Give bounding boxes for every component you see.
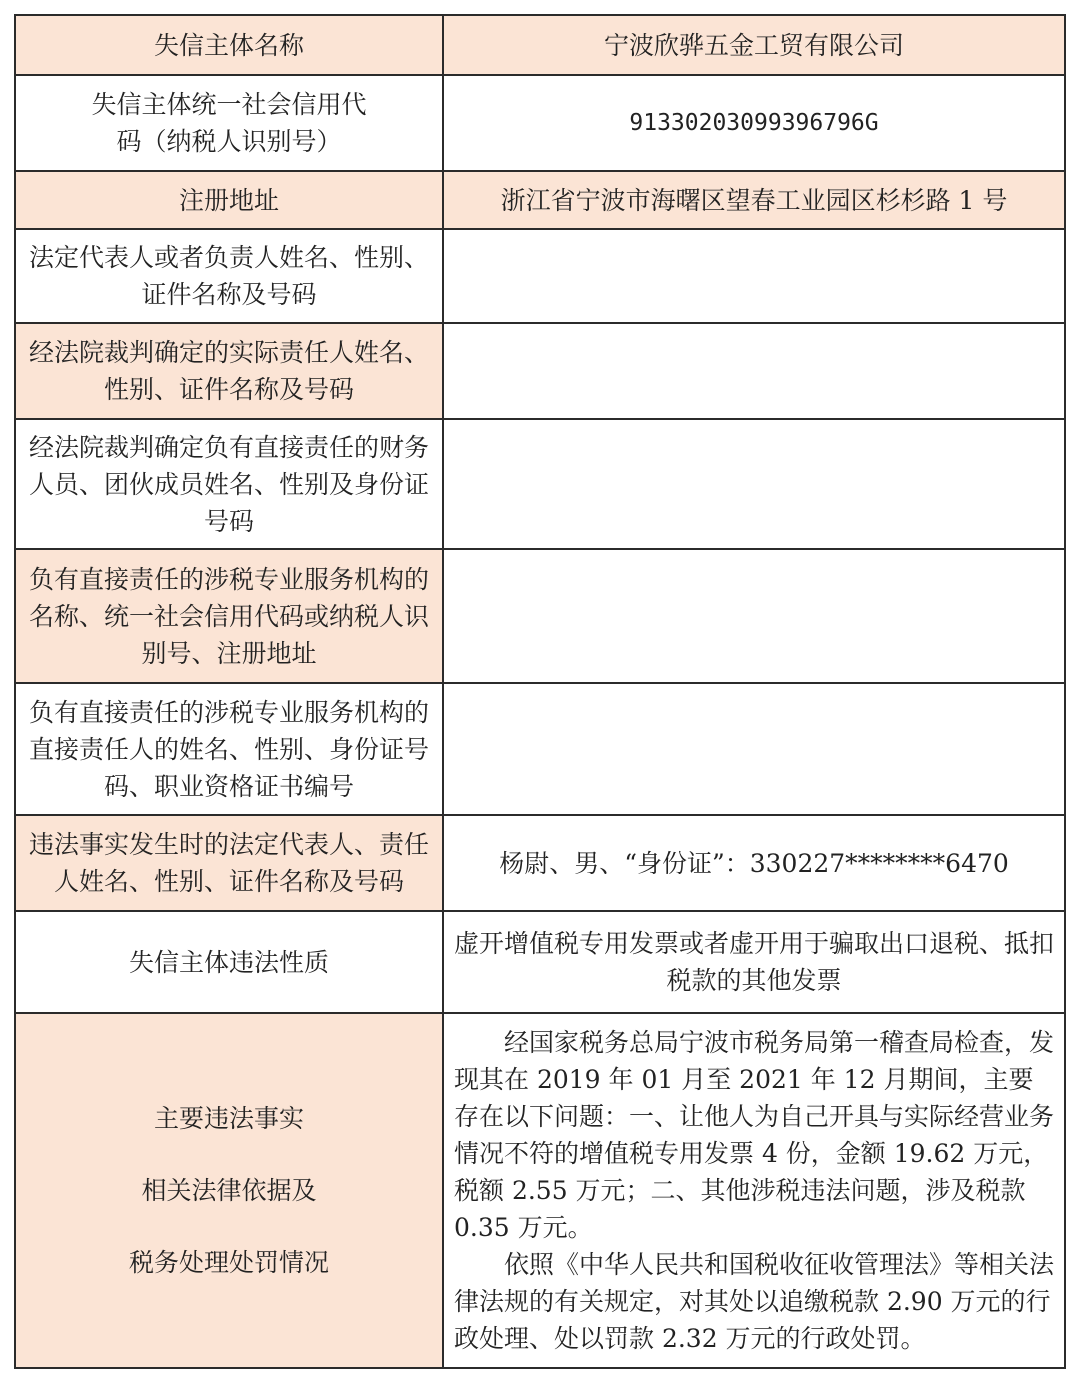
label-representative-at-violation: 违法事实发生时的法定代表人、责任人姓名、性别、证件名称及号码 <box>15 815 443 911</box>
label-credit-code: 失信主体统一社会信用代码（纳税人识别号） <box>15 75 443 171</box>
value-entity-name: 宁波欣骅五金工贸有限公司 <box>443 15 1065 75</box>
value-violation-nature: 虚开增值税专用发票或者虚开用于骗取出口退税、抵扣税款的其他发票 <box>443 911 1065 1013</box>
value-financial-staff <box>443 419 1065 549</box>
table-row <box>15 323 1065 419</box>
facts-paragraph: 经国家税务总局宁波市税务局第一稽查局检查，发现其在 2019 年 01 月至 2021 年 12 月期间，主要存在以下问题：一、让他人为自己开具与实际经营业务情况不符的增值税专用发票 4 份，金额 19.62 万元，税额 2.55 万元；二、其他涉税违法问题，涉及税款 0.35 万元。 <box>454 1028 1055 1242</box>
table-row <box>15 549 1065 683</box>
label-entity-name: 失信主体名称 <box>15 15 443 75</box>
table-row <box>15 815 1065 911</box>
label-legal-basis: 相关法律依据及 <box>141 1176 317 1205</box>
label-legal-representative: 法定代表人或者负责人姓名、性别、证件名称及号码 <box>15 229 443 323</box>
table-row <box>15 171 1065 229</box>
label-violation-nature: 失信主体违法性质 <box>15 911 443 1013</box>
label-registered-address: 注册地址 <box>15 171 443 229</box>
dishonest-entity-table <box>14 14 1066 1369</box>
table-row <box>15 75 1065 171</box>
value-actual-responsible-person <box>443 323 1065 419</box>
value-facts-and-penalty <box>443 1013 1065 1368</box>
value-registered-address: 浙江省宁波市海曙区望春工业园区杉杉路 1 号 <box>443 171 1065 229</box>
label-financial-staff: 经法院裁判确定负有直接责任的财务人员、团伙成员姓名、性别及身份证号码 <box>15 419 443 549</box>
penalty-paragraph: 依照《中华人民共和国税收征收管理法》等相关法律法规的有关规定，对其处以追缴税款 2.90 万元的行政处理、处以罚款 2.32 万元的行政处罚。 <box>454 1250 1055 1353</box>
value-tax-agency-person <box>443 683 1065 815</box>
label-main-facts: 主要违法事实 <box>153 1104 304 1133</box>
label-tax-penalty: 税务处理处罚情况 <box>128 1248 329 1277</box>
label-actual-responsible-person: 经法院裁判确定的实际责任人姓名、性别、证件名称及号码 <box>15 323 443 419</box>
table-row <box>15 683 1065 815</box>
label-facts-and-penalty <box>15 1013 443 1368</box>
table-row <box>15 911 1065 1013</box>
label-tax-agency: 负有直接责任的涉税专业服务机构的名称、统一社会信用代码或纳税人识别号、注册地址 <box>15 549 443 683</box>
table-row <box>15 229 1065 323</box>
table-row <box>15 1013 1065 1368</box>
label-tax-agency-person: 负有直接责任的涉税专业服务机构的直接责任人的姓名、性别、身份证号码、职业资格证书编号 <box>15 683 443 815</box>
value-credit-code: 91330203099396796G <box>443 75 1065 171</box>
table-row <box>15 15 1065 75</box>
table-row <box>15 419 1065 549</box>
value-representative-at-violation: 杨尉、男、“身份证”：330227********6470 <box>443 815 1065 911</box>
credit-info-table-wrapper <box>14 14 1066 1369</box>
value-legal-representative <box>443 229 1065 323</box>
value-tax-agency <box>443 549 1065 683</box>
